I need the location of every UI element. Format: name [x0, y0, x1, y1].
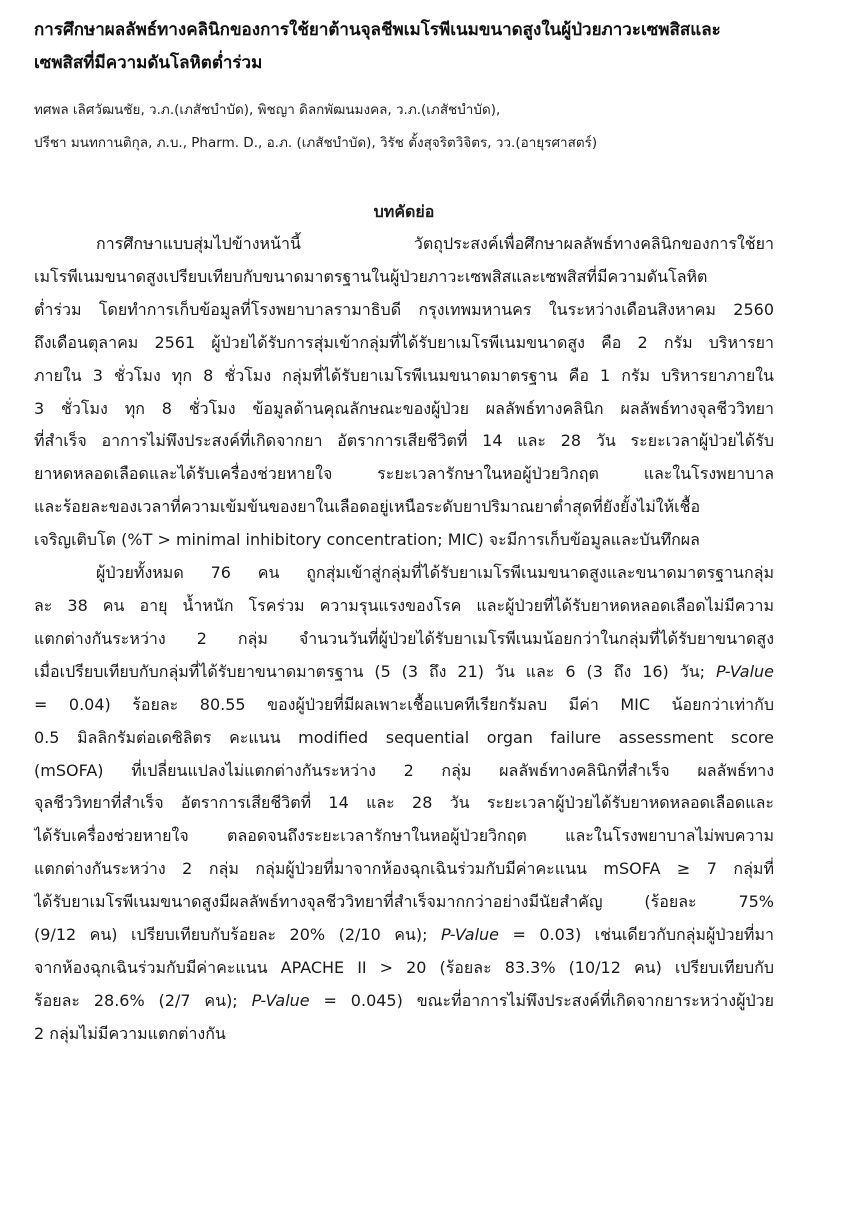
paragraph-line: ร้อยละ 28.6% (2/7 คน); P-Value = 0.045) ขณะที่อาการไม่พึงประสงค์ที่เกิดจากยาระหว่างผู้ป่วย: [34, 990, 774, 1010]
paragraph-line: ละ 38 คน อายุ น้ำหนัก โรคร่วม ความรุนแรงของโรค และผู้ป่วยที่ได้รับยาหดหลอดเลือดไม่มีความ: [34, 595, 774, 615]
authors-line-2: ปรีชา มนทกานติกุล, ภ.บ., Pharm. D., อ.ภ. (เภสัชบำบัด), วิรัช ตั้งสุจริตวิจิตร, วว.(อายุรศาสตร์): [34, 135, 598, 151]
paragraph-line: ผู้ป่วยทั้งหมด 76 คน ถูกสุ่มเข้าสู่กลุ่มที่ได้รับยาเมโรพีเนมขนาดสูงและขนาดมาตรฐานกลุ่ม: [96, 563, 774, 583]
paragraph-line: ได้รับเครื่องช่วยหายใจ ตลอดจนถึงระยะเวลารักษาในหอผู้ป่วยวิกฤต และในโรงพยาบาลไม่พบความ: [34, 826, 774, 846]
authors-line-1: ทศพล เลิศวัฒนชัย, ว.ภ.(เภสัชบำบัด), พิชญา ดิลกพัฒนมงคล, ว.ภ.(เภสัชบำบัด),: [34, 102, 501, 118]
author-list: [34, 94, 774, 160]
paragraph-line: เมโรพีเนมขนาดสูงเปรียบเทียบกับขนาดมาตรฐานในผู้ป่วยภาวะเซพสิสและเซพสิสที่มีความดันโลหิต: [34, 266, 708, 286]
paragraph-line: จุลชีววิทยาที่สำเร็จ อัตราการเสียชีวิตที่ 14 และ 28 วัน ระยะเวลาผู้ป่วยได้รับยาหดหลอดเลือดและ: [34, 793, 774, 813]
paragraph-line: = 0.04) ร้อยละ 80.55 ของผู้ป่วยที่มีผลเพาะเชื้อแบคทีเรียกรัมลบ มีค่า MIC น้อยกว่าเท่ากับ: [34, 694, 774, 714]
paragraph-line: เมื่อเปรียบเทียบกับกลุ่มที่ได้รับยาขนาดมาตรฐาน (5 (3 ถึง 21) วัน และ 6 (3 ถึง 16) วัน; P-Value: [34, 661, 774, 681]
paragraph-line: 2 กลุ่มไม่มีความแตกต่างกัน: [34, 1023, 226, 1043]
paragraph-line: 3 ชั่วโมง ทุก 8 ชั่วโมง ข้อมูลด้านคุณลักษณะของผู้ป่วย ผลลัพธ์ทางคลินิก ผลลัพธ์ทางจุลชีววิทยา: [34, 398, 774, 418]
paragraph-line: เจริญเติบโต (%T > minimal inhibitory concentration; MIC) จะมีการเก็บข้อมูลและบันทึกผล: [34, 530, 700, 550]
paragraph-line: ต่ำร่วม โดยทำการเก็บข้อมูลที่โรงพยาบาลรามาธิบดี กรุงเทพมหานคร ในระหว่างเดือนสิงหาคม 2560: [34, 299, 774, 319]
paragraph-line: การศึกษาแบบสุ่มไปข้างหน้านี้ วัตถุประสงค์เพื่อศึกษาผลลัพธ์ทางคลินิกของการใช้ยา: [96, 234, 774, 253]
abstract-heading: บทคัดย่อ: [373, 202, 435, 221]
abstract-paragraph-2: [34, 557, 774, 1051]
paragraph-line: ที่สำเร็จ อาการไม่พึงประสงค์ที่เกิดจากยา อัตราการเสียชีวิตที่ 14 และ 28 วัน ระยะเวลาผู้ป่วยได้รับ: [34, 431, 774, 451]
paragraph-line: แตกต่างกันระหว่าง 2 กลุ่ม กลุ่มผู้ป่วยที่มาจากห้องฉุกเฉินร่วมกับมีค่าคะแนน mSOFA ≥ 7 กลุ่มที่: [34, 859, 774, 879]
paragraph-line: ได้รับยาเมโรพีเนมขนาดสูงมีผลลัพธ์ทางจุลชีววิทยาที่สำเร็จมากกว่าอย่างมีนัยสำคัญ (ร้อยละ 75%: [34, 892, 774, 912]
paragraph-line: 0.5 มิลลิกรัมต่อเดซิลิตร คะแนน modified sequential organ failure assessment score: [34, 727, 774, 747]
abstract-paragraph-1: [34, 228, 774, 557]
paragraph-line: และร้อยละของเวลาที่ความเข้มข้นของยาในเลือดอยู่เหนือระดับยาปริมาณยาต่ำสุดที่ยังยั้งไม่ให้เชื้อ: [34, 497, 701, 517]
paragraph-line: (mSOFA) ที่เปลี่ยนแปลงไม่แตกต่างกันระหว่าง 2 กลุ่ม ผลลัพธ์ทางคลินิกที่สำเร็จ ผลลัพธ์ทาง: [34, 760, 774, 780]
paragraph-line: ยาหดหลอดเลือดและได้รับเครื่องช่วยหายใจ ระยะเวลารักษาในหอผู้ป่วยวิกฤต และในโรงพยาบาล: [34, 464, 774, 484]
paragraph-line: ถึงเดือนตุลาคม 2561 ผู้ป่วยได้รับการสุ่มเข้ากลุ่มที่ได้รับยาเมโรพีเนมขนาดสูง คือ 2 กรัม บริหารยา: [34, 332, 774, 352]
p-value-label: P-Value: [440, 925, 499, 945]
paragraph-line: ภายใน 3 ชั่วโมง ทุก 8 ชั่วโมง กลุ่มที่ได้รับยาเมโรพีเนมขนาดมาตรฐาน คือ 1 กรัม บริหารยาภายใน: [34, 365, 774, 385]
paragraph-line: (9/12 คน) เปรียบเทียบกับร้อยละ 20% (2/10 คน); P-Value = 0.03) เช่นเดียวกับกลุ่มผู้ป่วยที่มา: [34, 925, 774, 945]
paper-title: [34, 14, 774, 80]
title-line-2: เซพสิสที่มีความดันโลหิตต่ำร่วม: [34, 53, 263, 73]
p-value-label: P-Value: [251, 990, 310, 1010]
paragraph-line: จากห้องฉุกเฉินร่วมกับมีค่าคะแนน APACHE II > 20 (ร้อยละ 83.3% (10/12 คน) เปรียบเทียบกับ: [34, 957, 774, 977]
paragraph-line: แตกต่างกันระหว่าง 2 กลุ่ม จำนวนวันที่ผู้ป่วยได้รับยาเมโรพีเนมน้อยกว่าในกลุ่มที่ได้รับยาขนาดสูง: [34, 628, 774, 648]
paper-page: [34, 14, 774, 1051]
title-line-1: การศึกษาผลลัพธ์ทางคลินิกของการใช้ยาต้านจุลชีพเมโรพีเนมขนาดสูงในผู้ป่วยภาวะเซพสิสและ: [34, 20, 721, 40]
p-value-label: P-Value: [715, 661, 774, 681]
